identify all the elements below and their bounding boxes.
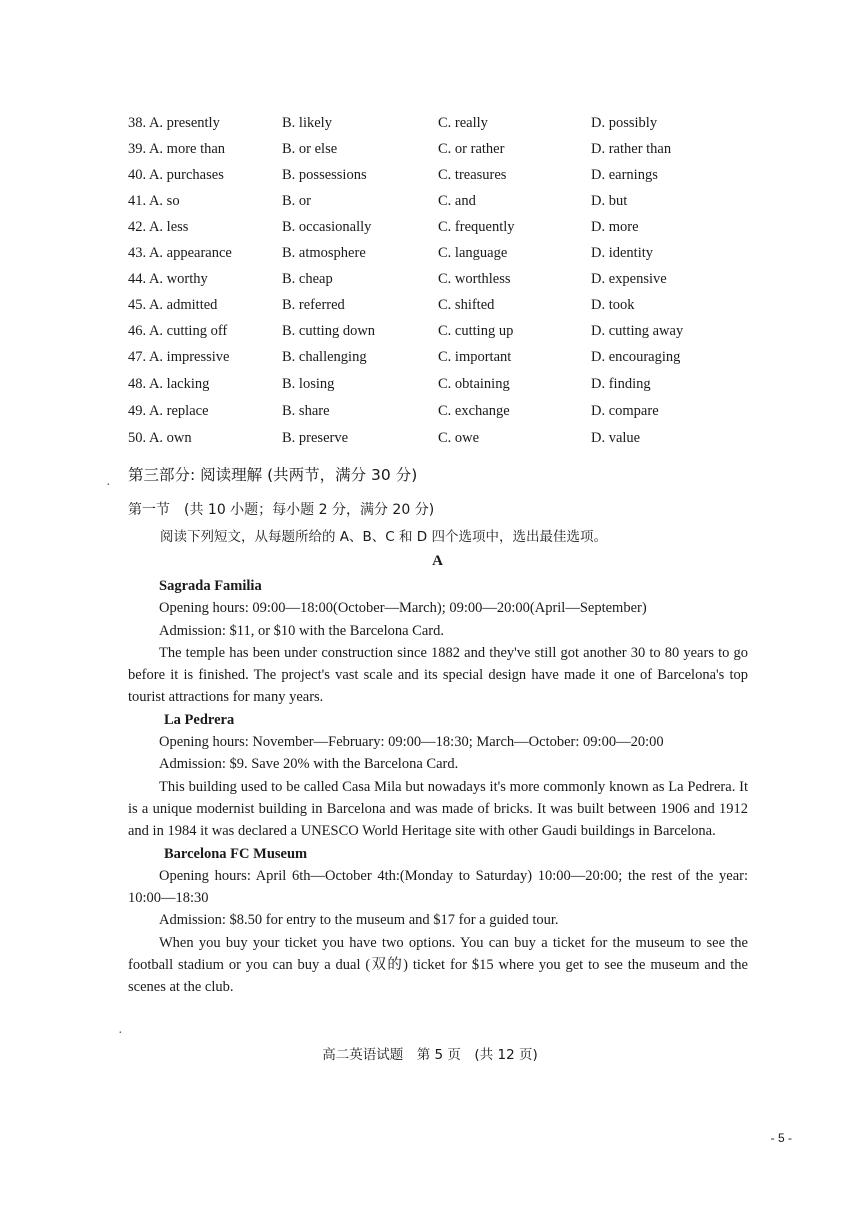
option-row (128, 321, 768, 347)
option-b: B. cutting down (282, 323, 376, 339)
option-a: 38. A. presently (128, 115, 220, 131)
option-b: B. or (282, 193, 311, 209)
option-a: 50. A. own (128, 430, 192, 446)
museum-hours: Opening hours: April 6th—October 4th:(Monday to Saturday) 10:00—20:00; the rest of the year: 10:00—18:30 (128, 867, 748, 907)
option-c: C. treasures (438, 167, 507, 183)
option-row (128, 113, 768, 139)
option-b: B. cheap (282, 271, 333, 287)
section-3-heading: 第三部分: 阅读理解 (共两节，满分 30 分) (128, 466, 418, 484)
option-c: C. shifted (438, 297, 495, 313)
option-b: B. referred (282, 297, 345, 313)
option-d: D. compare (591, 403, 659, 419)
stray-mark-2: · (118, 1026, 123, 1041)
option-row (128, 401, 768, 428)
option-d: D. expensive (591, 271, 667, 287)
option-b: B. preserve (282, 430, 349, 446)
option-b: B. atmosphere (282, 245, 366, 261)
option-row (128, 347, 768, 374)
option-d: D. rather than (591, 141, 672, 157)
option-c: C. owe (438, 430, 480, 446)
section-1-heading: 第一节 (共 10 小题；每小题 2 分，满分 20 分) (128, 502, 435, 518)
pedrera-title: La Pedrera (164, 711, 235, 728)
option-a: 48. A. lacking (128, 376, 210, 392)
option-row (128, 217, 768, 243)
page-number: - 5 - (770, 1131, 792, 1145)
option-a: 42. A. less (128, 219, 189, 235)
sagrada-hours: Opening hours: 09:00—18:00(October—March); 09:00—20:00(April—September) (159, 600, 647, 617)
option-d: D. cutting away (591, 323, 684, 339)
option-c: C. obtaining (438, 376, 510, 392)
option-b: B. share (282, 403, 330, 419)
option-d: D. took (591, 297, 635, 313)
option-a: 49. A. replace (128, 403, 209, 419)
option-c: C. important (438, 349, 512, 365)
sagrada-admission: Admission: $11, or $10 with the Barcelona Card. (159, 622, 444, 639)
pedrera-hours: Opening hours: November—February: 09:00—18:30; March—October: 09:00—20:00 (159, 734, 664, 751)
option-c: C. worthless (438, 271, 511, 287)
option-a: 41. A. so (128, 193, 180, 209)
option-c: C. frequently (438, 219, 515, 235)
option-row (128, 295, 768, 321)
option-a: 39. A. more than (128, 141, 226, 157)
option-b: B. losing (282, 376, 335, 392)
option-c: C. really (438, 115, 488, 131)
option-a: 40. A. purchases (128, 167, 224, 183)
option-a: 46. A. cutting off (128, 323, 228, 339)
option-row (128, 428, 768, 455)
pedrera-body: This building used to be called Casa Mila but nowadays it's more commonly known as La Pedrera. It is a unique modernist building in Barcelona and was made of bricks. It was built between 1906 and 1912 and in 1984 it was declared a UNESCO World Heritage site with other Gaudi buildings in Barcelona. (128, 778, 748, 840)
option-b: B. likely (282, 115, 332, 131)
pedrera-admission: Admission: $9. Save 20% with the Barcelona Card. (159, 756, 459, 773)
option-a: 47. A. impressive (128, 349, 230, 365)
option-c: C. exchange (438, 403, 510, 419)
option-c: C. and (438, 193, 476, 209)
stray-mark: · (106, 478, 111, 493)
option-d: D. identity (591, 245, 654, 261)
museum-body: When you buy your ticket you have two options. You can buy a ticket for the museum to see the football stadium or you can buy a dual (双的) ticket for $15 where you get to see the museum and the scenes at the club. (128, 934, 748, 996)
option-d: D. more (591, 219, 639, 235)
sagrada-title: Sagrada Familia (159, 578, 262, 594)
option-b: B. occasionally (282, 219, 372, 235)
reading-instruction: 阅读下列短文，从每题所给的 A、B、C 和 D 四个选项中，选出最佳选项。 (160, 529, 607, 545)
option-d: D. earnings (591, 167, 658, 183)
option-row (128, 165, 768, 191)
option-b: B. challenging (282, 349, 367, 365)
option-row (128, 191, 768, 217)
option-c: C. cutting up (438, 323, 514, 339)
option-row (128, 243, 768, 269)
option-row (128, 269, 768, 295)
option-d: D. value (591, 430, 641, 446)
cloze-options-list (128, 113, 768, 455)
option-d: D. encouraging (591, 349, 681, 365)
passage-letter: A (432, 553, 443, 569)
museum-title: Barcelona FC Museum (164, 845, 308, 862)
passage-a (128, 575, 748, 999)
option-b: B. or else (282, 141, 338, 157)
option-row (128, 139, 768, 165)
option-d: D. finding (591, 376, 651, 392)
sagrada-body: The temple has been under construction since 1882 and they've still got another 30 to 80 years to go before it is finished. The project's vast scale and its special design have made it one of Barcelona's top tourist attractions for many years. (128, 644, 748, 706)
page-footer: 高二英语试题 第 5 页 (共 12 页) (322, 1047, 538, 1063)
option-b: B. possessions (282, 167, 367, 183)
museum-admission: Admission: $8.50 for entry to the museum and $17 for a guided tour. (159, 912, 559, 929)
option-c: C. or rather (438, 141, 505, 157)
option-a: 45. A. admitted (128, 297, 218, 313)
option-row (128, 374, 768, 401)
option-c: C. language (438, 245, 508, 261)
option-d: D. possibly (591, 115, 658, 131)
option-a: 43. A. appearance (128, 245, 232, 261)
option-a: 44. A. worthy (128, 271, 208, 287)
option-d: D. but (591, 193, 628, 209)
